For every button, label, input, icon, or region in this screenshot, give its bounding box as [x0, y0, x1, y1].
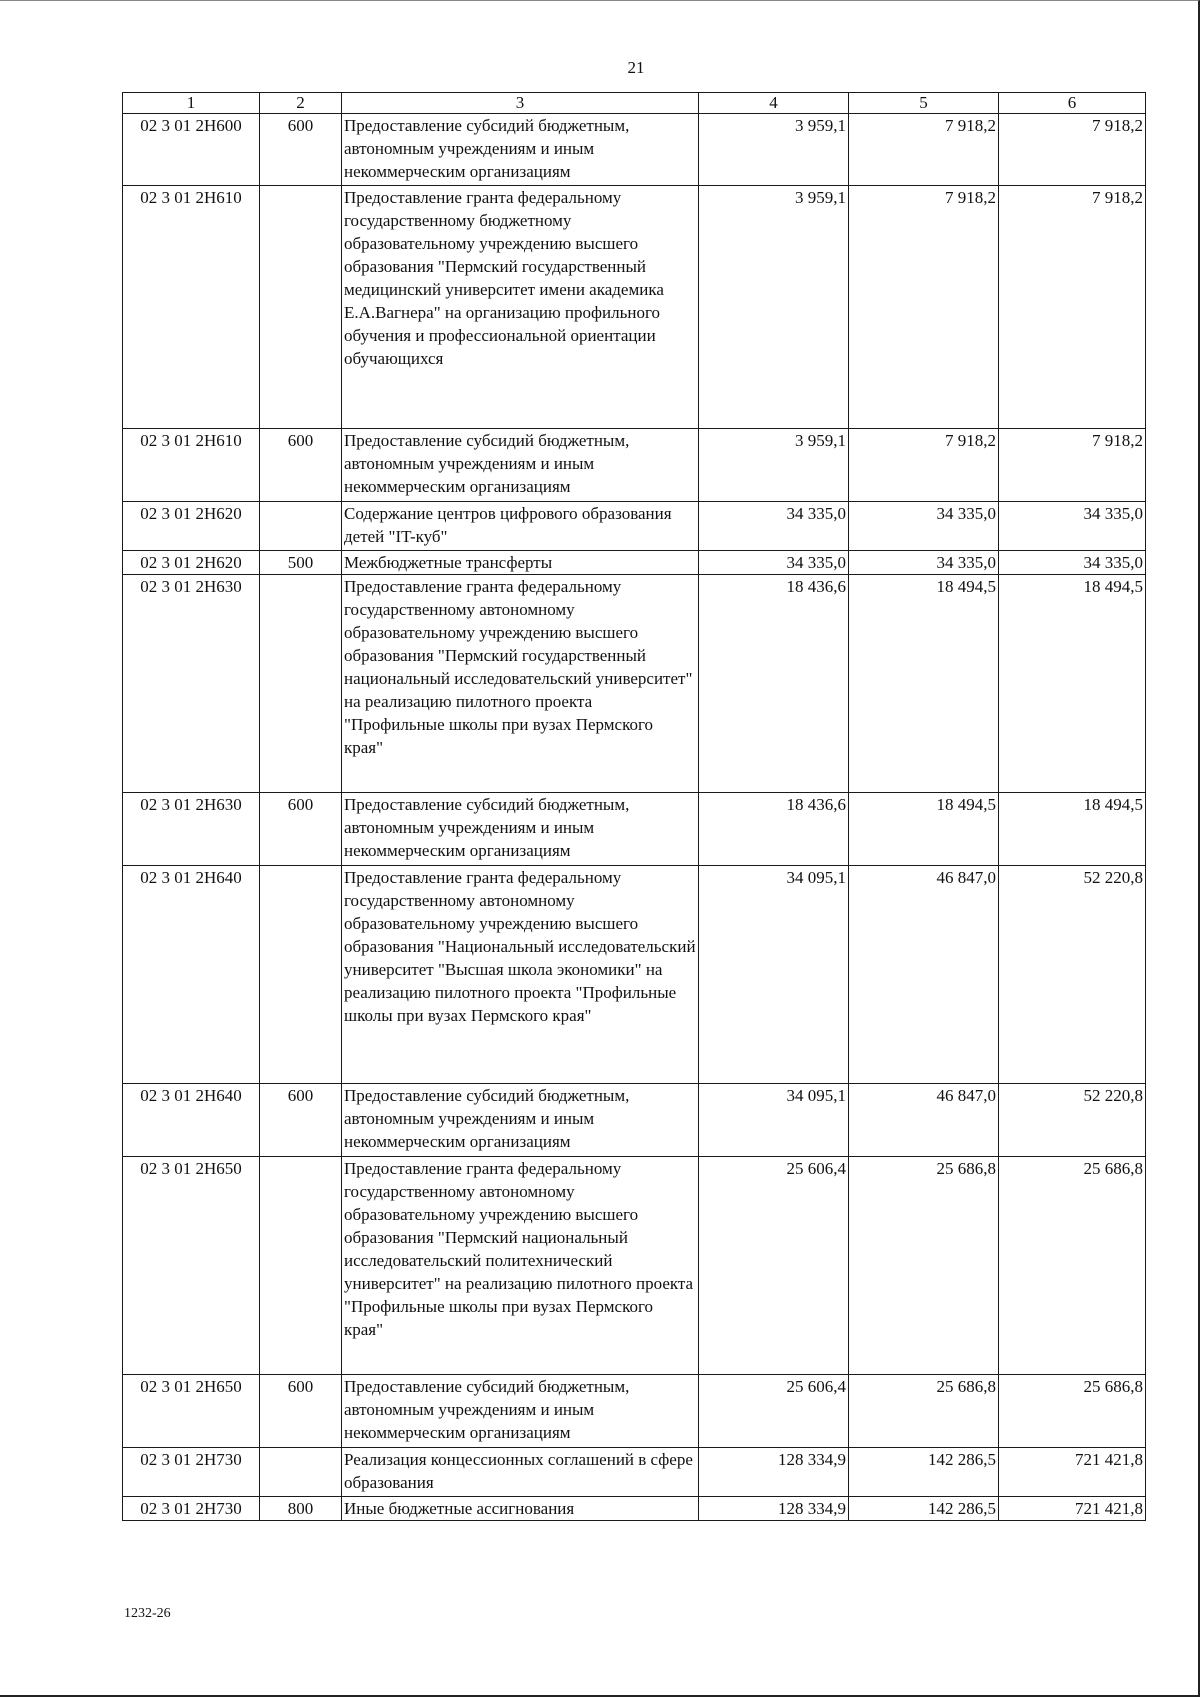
target-article-code: 02 3 01 2Н640	[123, 1084, 260, 1157]
expense-kind-code: 600	[260, 793, 342, 866]
target-article-code: 02 3 01 2Н610	[123, 429, 260, 502]
amount-col-5: 7 918,2	[849, 114, 999, 186]
page-number: 21	[627, 58, 645, 77]
table-row	[123, 186, 1146, 429]
expense-kind-code: 600	[260, 1084, 342, 1157]
table-row	[123, 1375, 1146, 1448]
expense-kind-code: 600	[260, 114, 342, 186]
amount-col-6: 721 421,8	[999, 1448, 1146, 1497]
amount-col-4: 34 095,1	[699, 866, 849, 1084]
amount-col-4: 34 335,0	[699, 551, 849, 575]
amount-col-6: 52 220,8	[999, 866, 1146, 1084]
amount-col-6: 7 918,2	[999, 114, 1146, 186]
amount-col-6: 25 686,8	[999, 1157, 1146, 1375]
target-article-code: 02 3 01 2Н620	[123, 551, 260, 575]
amount-col-6: 721 421,8	[999, 1497, 1146, 1521]
amount-col-4: 3 959,1	[699, 186, 849, 429]
column-header: 4	[699, 93, 849, 114]
table-header-row	[123, 93, 1146, 114]
expense-kind-code: 800	[260, 1497, 342, 1521]
document-id: 1232-26	[124, 1606, 171, 1621]
table-row	[123, 551, 1146, 575]
expense-kind-code: 600	[260, 429, 342, 502]
item-name: Реализация концессионных соглашений в сфере образования	[342, 1448, 699, 1497]
target-article-code: 02 3 01 2Н630	[123, 793, 260, 866]
table-row	[123, 1497, 1146, 1521]
table-row	[123, 429, 1146, 502]
target-article-code: 02 3 01 2Н620	[123, 502, 260, 551]
target-article-code: 02 3 01 2Н610	[123, 186, 260, 429]
target-article-code: 02 3 01 2Н650	[123, 1157, 260, 1375]
amount-col-4: 3 959,1	[699, 114, 849, 186]
amount-col-5: 25 686,8	[849, 1157, 999, 1375]
item-name: Иные бюджетные ассигнования	[342, 1497, 699, 1521]
expense-kind-code: 600	[260, 1375, 342, 1448]
column-header: 2	[260, 93, 342, 114]
expense-kind-code	[260, 186, 342, 429]
amount-col-4: 25 606,4	[699, 1157, 849, 1375]
amount-col-5: 7 918,2	[849, 429, 999, 502]
amount-col-5: 142 286,5	[849, 1448, 999, 1497]
amount-col-5: 46 847,0	[849, 866, 999, 1084]
amount-col-5: 18 494,5	[849, 575, 999, 793]
table-row	[123, 1448, 1146, 1497]
amount-col-4: 18 436,6	[699, 575, 849, 793]
target-article-code: 02 3 01 2Н730	[123, 1448, 260, 1497]
table-row	[123, 1084, 1146, 1157]
expense-kind-code	[260, 866, 342, 1084]
item-name: Предоставление гранта федеральному государственному автономному образовательному учреждению высшего образования "Пермский государственный национальный исследовательский университет" на реализацию пилотного проекта "Профильные школы при вузах Пермского края"	[342, 575, 699, 793]
amount-col-5: 18 494,5	[849, 793, 999, 866]
column-header: 5	[849, 93, 999, 114]
table-row	[123, 866, 1146, 1084]
amount-col-4: 3 959,1	[699, 429, 849, 502]
target-article-code: 02 3 01 2Н630	[123, 575, 260, 793]
target-article-code: 02 3 01 2Н730	[123, 1497, 260, 1521]
amount-col-5: 25 686,8	[849, 1375, 999, 1448]
item-name: Предоставление субсидий бюджетным, автономным учреждениям и иным некоммерческим организациям	[342, 1084, 699, 1157]
amount-col-6: 25 686,8	[999, 1375, 1146, 1448]
item-name: Предоставление субсидий бюджетным, автономным учреждениям и иным некоммерческим организациям	[342, 793, 699, 866]
amount-col-5: 34 335,0	[849, 502, 999, 551]
amount-col-5: 34 335,0	[849, 551, 999, 575]
table-row	[123, 575, 1146, 793]
expense-kind-code	[260, 1448, 342, 1497]
amount-col-5: 142 286,5	[849, 1497, 999, 1521]
amount-col-4: 128 334,9	[699, 1497, 849, 1521]
target-article-code: 02 3 01 2Н640	[123, 866, 260, 1084]
table-row	[123, 1157, 1146, 1375]
item-name: Предоставление субсидий бюджетным, автономным учреждениям и иным некоммерческим организациям	[342, 429, 699, 502]
expense-kind-code	[260, 502, 342, 551]
amount-col-6: 34 335,0	[999, 502, 1146, 551]
expense-kind-code: 500	[260, 551, 342, 575]
amount-col-4: 128 334,9	[699, 1448, 849, 1497]
amount-col-6: 7 918,2	[999, 186, 1146, 429]
budget-table	[122, 92, 1146, 1521]
item-name: Предоставление гранта федеральному государственному автономному образовательному учреждению высшего образования "Пермский национальный исследовательский политехнический университет" на реализацию пилотного проекта "Профильные школы при вузах Пермского края"	[342, 1157, 699, 1375]
item-name: Предоставление субсидий бюджетным, автономным учреждениям и иным некоммерческим организациям	[342, 114, 699, 186]
amount-col-6: 7 918,2	[999, 429, 1146, 502]
amount-col-4: 34 335,0	[699, 502, 849, 551]
column-header: 6	[999, 93, 1146, 114]
item-name: Предоставление гранта федеральному государственному автономному образовательному учреждению высшего образования "Национальный исследовательский университет "Высшая школа экономики" на реализацию пилотного проекта "Профильные школы при вузах Пермского края"	[342, 866, 699, 1084]
item-name: Межбюджетные трансферты	[342, 551, 699, 575]
amount-col-6: 52 220,8	[999, 1084, 1146, 1157]
column-header: 1	[123, 93, 260, 114]
amount-col-5: 7 918,2	[849, 186, 999, 429]
item-name: Предоставление субсидий бюджетным, автономным учреждениям и иным некоммерческим организациям	[342, 1375, 699, 1448]
expense-kind-code	[260, 575, 342, 793]
amount-col-6: 18 494,5	[999, 793, 1146, 866]
table-row	[123, 502, 1146, 551]
amount-col-6: 34 335,0	[999, 551, 1146, 575]
item-name: Содержание центров цифрового образования детей "IT-куб"	[342, 502, 699, 551]
table-row	[123, 114, 1146, 186]
target-article-code: 02 3 01 2Н600	[123, 114, 260, 186]
amount-col-4: 34 095,1	[699, 1084, 849, 1157]
expense-kind-code	[260, 1157, 342, 1375]
column-header: 3	[342, 93, 699, 114]
amount-col-4: 25 606,4	[699, 1375, 849, 1448]
target-article-code: 02 3 01 2Н650	[123, 1375, 260, 1448]
item-name: Предоставление гранта федеральному государственному бюджетному образовательному учреждению высшего образования "Пермский государственный медицинский университет имени академика Е.А.Вагнера" на организацию профильного обучения и профессиональной ориентации обучающихся	[342, 186, 699, 429]
amount-col-4: 18 436,6	[699, 793, 849, 866]
amount-col-5: 46 847,0	[849, 1084, 999, 1157]
table-row	[123, 793, 1146, 866]
amount-col-6: 18 494,5	[999, 575, 1146, 793]
